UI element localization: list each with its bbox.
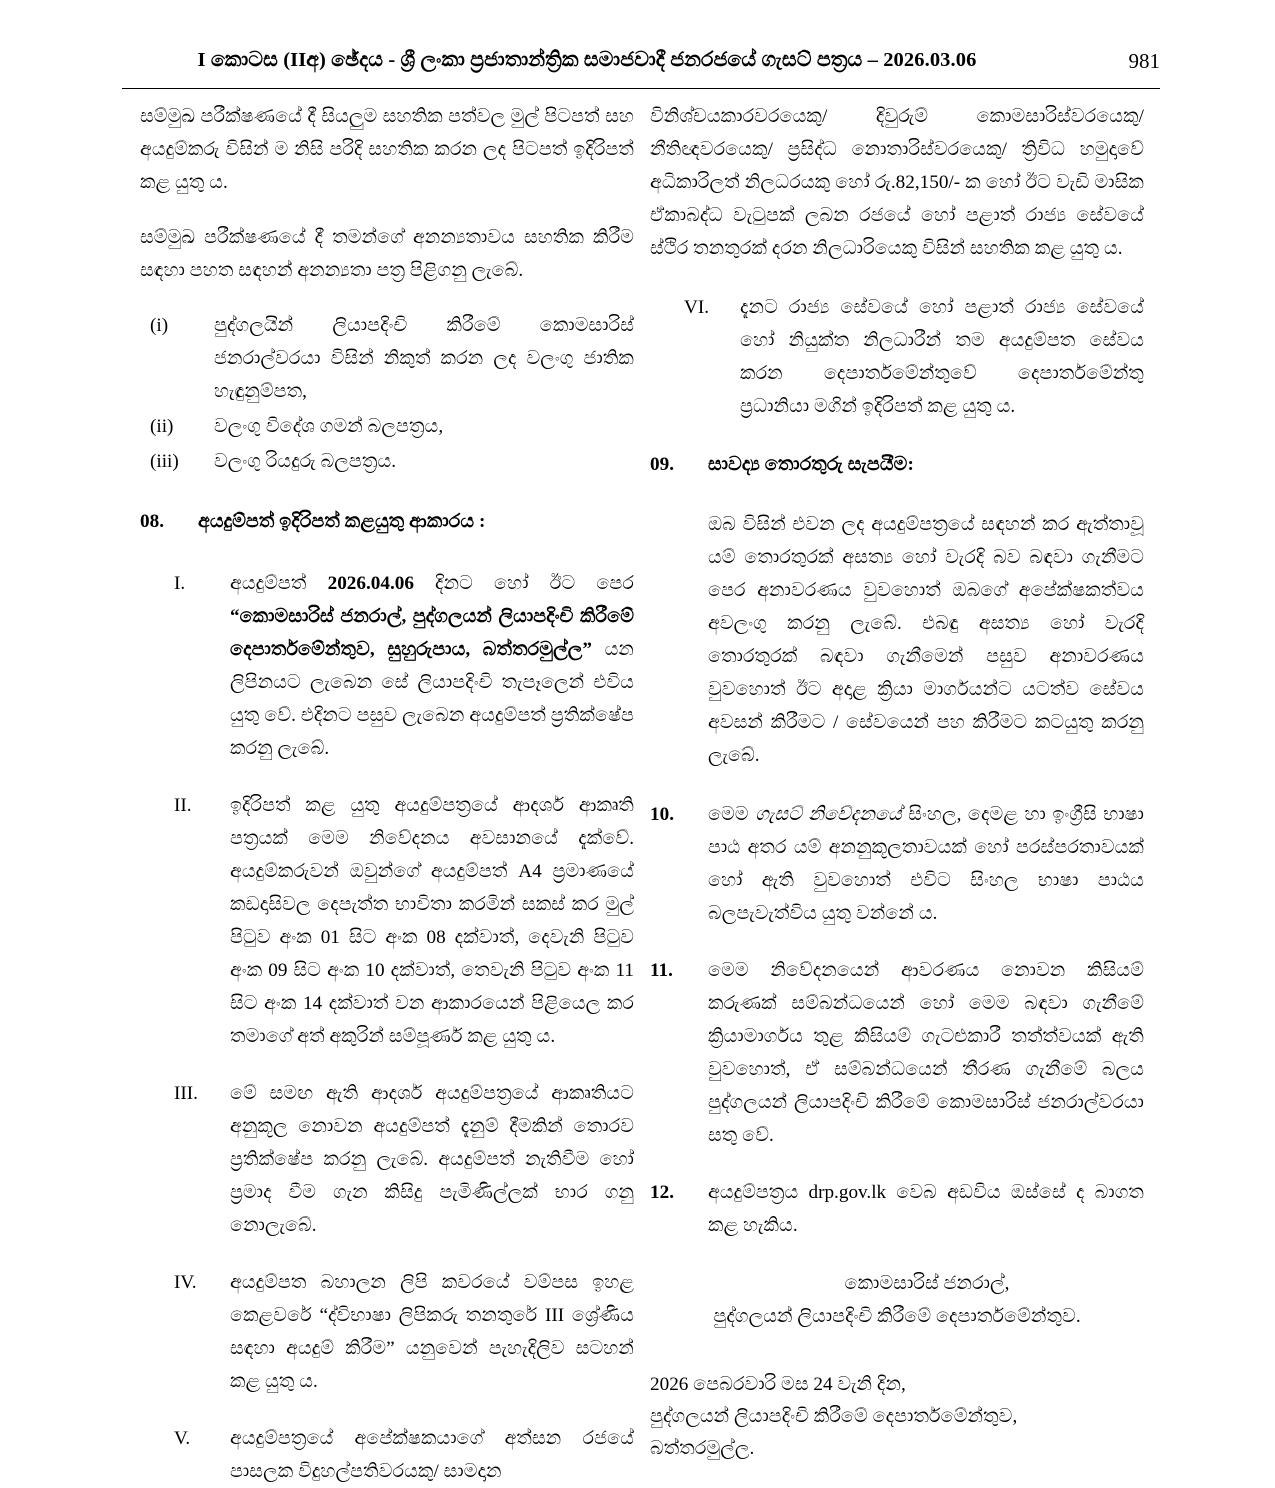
dateline-city: බත්තරමුල්ල. <box>650 1437 755 1459</box>
list-item-text: වලංගු විදේශ ගමන් බලපත්‍රය, <box>214 416 444 438</box>
item-marker: VI. <box>684 297 710 319</box>
page-header <box>122 48 1160 88</box>
item-text: දැනට රාජ්‍ය සේවයේ හෝ පළාත් රාජ්‍ය සේවයේ හෝ නියුක්ත නිලධාරීන් තම අයදුම්පත සේවය කරන දෙපාර්තමේන්තුවේ දෙපාර්තමේන්තු ප්‍රධානියා මගින් ඉදිරිපත් කළ යුතු ය. <box>740 297 1144 418</box>
section-09-number: 09. <box>650 454 674 476</box>
list-marker: (i) <box>150 315 169 337</box>
item-text-tail: යන ලිපිනයට ලැබෙන සේ ලියාපදිංචි තැපෑලෙන් එවිය යුතු වේ. එදිනට පසුව ලැබෙන අයදුම්පත් ප්‍රතික්ෂේප කරනු ලැබේ. <box>230 638 634 759</box>
application-deadline-date: 2026.04.06 <box>327 572 414 594</box>
section-12-text-tail: වෙබ අඩවිය ඔස්සේ ද බාගත කළ හැකිය. <box>708 1182 1144 1237</box>
list-item-text: පුද්ගලයින් ලියාපදිංචි කිරීමේ කොමසාරිස් ජනරාල්වරයා විසින් නිකුත් කරන ලද වලංගු ජාතික හැඳුනුම්පත, <box>214 315 634 403</box>
continuation-paragraph: විනිශ්චයකාරවරයෙකු/ දිවුරුම් කොමසාරිස්වරයෙකු/ නීතිඥවරයෙකු/ ප්‍රසිද්ධ නොතාරිස්වරයෙකු/ ත්‍රිවිධ හමුදාවේ අධිකාරිලත් නිලධරයකු හෝ රු.82,150/- ක හෝ ඊට වැඩි මාසික ඒකාබද්ධ වැටුපක් ලබන රජයේ හෝ පළාත් රාජ්‍ය සේවයේ ස්ථිර තනතුරක් දරන නිලධාරියෙකු විසින් සහතික කළ යුතු ය. <box>650 106 1144 260</box>
item-text-tail: යනුවෙන් පැහැදිලිව සටහන් කළ යුතු ය. <box>230 1338 634 1393</box>
signatory-title: කොමසාරිස් ජනරාල්, <box>844 1273 1010 1295</box>
left-paragraph-1: සම්මුඛ පරීක්ෂණයේ දී සියලුම සහතික පත්වල මුල් පිටපත් සහ අයදුම්කරු විසින් ම නිසි පරිදි සහතික කරන ලද පිටපත් ඉදිරිපත් කළ යුතු ය. <box>140 106 634 194</box>
item-text-after-date: දිනට හෝ ඊට පෙර <box>413 572 634 594</box>
section-09-heading <box>650 449 1144 482</box>
section-10-text-head: මෙම <box>708 803 756 825</box>
list-item <box>140 309 634 408</box>
section-08-item-vi <box>650 291 1144 423</box>
section-08-item-iv <box>140 1266 634 1398</box>
item-marker: III. <box>174 1083 198 1105</box>
section-11-number: 11. <box>650 959 673 981</box>
item-text: අයදුම්පත්‍රයේ අපේක්ෂකයාගේ අත්සන රජයේ පාසලක විදුහල්පතිවරයකු/ සාමදාන <box>230 1428 634 1483</box>
section-08-item-iii <box>140 1077 634 1242</box>
identity-document-list <box>140 309 634 478</box>
section-11 <box>650 954 1144 1152</box>
list-item <box>140 445 634 478</box>
dateline-department: පුද්ගලයන් ලියාපදිංචි කිරීමේ දෙපාර්තමේන්තුව, <box>650 1406 1018 1428</box>
section-08-item-ii <box>140 789 634 1053</box>
section-12-number: 12. <box>650 1182 674 1204</box>
item-marker: II. <box>174 794 192 816</box>
header-title: I කොටස (IIඅ) ඡේදය - ශ්‍රී ලංකා ප්‍රජාතාන්ත්‍රික සමාජවාදී ජනරජයේ ගැසට් පත්‍රය – 2026.03.06 <box>197 49 977 71</box>
dateline-date: 2026 පෙබරවාරි මස 24 වැනි දින, <box>650 1374 906 1396</box>
item-text-head: අයදුම්පත බහාලන ලිපි කවරයේ වම්පස ඉහළ කෙළවරේ <box>230 1272 634 1327</box>
section-08-number: 08. <box>140 511 164 533</box>
section-08-item-i <box>140 567 634 765</box>
signatory-department: පුද්ගලයන් ලියාපදිංචි කිරීමේ දෙපාර්තමේන්තුව. <box>713 1305 1081 1327</box>
item-text: මේ සමඟ ඇති ආදර්ශ අයදුම්පත්‍රයේ ආකෘතියට අනුකූල නොවන අයදුම්පත් දැනුම් දීමකින් තොරව ප්‍රතික්ෂේප කරනු ලැබේ. අයදුම්පත් නැතිවීම හෝ ප්‍රමාද වීම ගැන කිසිදු පැමිණිල්ලක් භාර ගනු නොලැබේ. <box>230 1083 634 1237</box>
list-marker: (ii) <box>150 416 174 438</box>
left-column <box>140 100 634 1488</box>
section-09-body: ඔබ විසින් එවන ලද අයදුම්පත්‍රයේ සඳහන් කර ඇත්තාවූ යම් තොරතුරක් අසත්‍ය හෝ වැරදි බව බඳවා ගැනීමට පෙර අනාවරණය වුවහොත් ඔබගේ අපේක්ෂකත්වය අවලංගු කරනු ලැබේ. එබඳු අසත්‍ය හෝ වැරදි තොරතුරක් බඳවා ගැනීමෙන් පසුව අනාවරණය වුවහොත් ඊට අදාළ ක්‍රියා මාර්ගයන්ට යටත්ව සේවය අවසන් කිරීමට / සේවයෙන් පහ කිරීමට කටයුතු කරනු ලැබේ. <box>708 513 1144 766</box>
postal-address: “කොමසාරිස් ජනරාල්, පුද්ගලයන් ලියාපදිංචි කිරීමේ දෙපාර්තමේන්තුව, සුහුරුපාය, බත්තරමුල්ල” <box>230 605 634 660</box>
section-08-heading <box>140 506 634 539</box>
signature-block <box>650 1268 1144 1333</box>
application-download-website[interactable]: drp.gov.lk <box>808 1182 887 1204</box>
section-11-text: මෙම නිවේදනයෙන් ආවරණය නොවන කිසියම් කරුණක් සම්බන්ධයෙන් හෝ මෙම බඳවා ගැනීමේ ක්‍රියාමාර්ගය තුළ කිසියම් ගැටළුකාරී තත්ත්වයක් ඇති වුවහොත්, ඒ සම්බන්ධයෙන් තීරණ ගැනීමේ බලය පුද්ගලයන් ලියාපදිංචි කිරීමේ කොමසාරිස් ජනරාල්වරයා සතු වේ. <box>708 959 1144 1147</box>
section-08-item-v <box>140 1422 634 1488</box>
section-12 <box>650 1176 1144 1242</box>
list-marker: (iii) <box>150 451 179 473</box>
list-item <box>140 410 634 443</box>
left-paragraph-2: සම්මුඛ පරීක්ෂණයේ දී තමන්ගේ අනන්‍යතාවය සහතික කිරීම සඳහා පහත සඳහන් අනන්‍යතා පත්‍ර පිළිගනු ලැබේ. <box>140 227 634 282</box>
section-08-items <box>140 567 634 1488</box>
item-text-before-date: අයදුම්පත් <box>230 572 328 594</box>
section-10-text-tail: සිංහල, දෙමළ හා ඉංග්‍රීසි භාෂා පාඨ අතර යම් අනනුකූලතාවයක් හෝ පරස්පරතාවයක් හෝ ඇති වුවහොත් එවිට සිංහල භාෂා පාඨය බලපැවැත්විය යුතු වන්නේ ය. <box>708 803 1144 924</box>
item-marker: V. <box>174 1428 191 1450</box>
section-09-title: සාවද්‍ය තොරතුරු සැපයීම: <box>708 454 914 476</box>
section-08-continued <box>650 291 1144 423</box>
section-08-title: අයදුම්පත් ඉදිරිපත් කළයුතු ආකාරය : <box>198 511 486 533</box>
header-divider <box>122 88 1160 89</box>
dateline-block <box>650 1369 1144 1464</box>
page-number: 981 <box>1128 49 1160 73</box>
section-10 <box>650 798 1144 930</box>
item-marker: IV. <box>174 1272 197 1294</box>
list-item-text: වලංගු රියදුරු බලපත්‍රය. <box>214 451 397 473</box>
envelope-endorsement: “ද්විභාෂා ලිපිකරු තනතුරේ III ශ්‍රේණිය සඳහා අයදුම් කිරීම” <box>230 1305 634 1360</box>
right-column <box>650 100 1144 1464</box>
item-text: ඉදිරිපත් කළ යුතු අයදුම්පත්‍රයේ ආදර්ශ ආකෘති පත්‍රයක් මෙම නිවේදනය අවසානයේ දැක්වේ. අයදුම්කරුවන් ඔවුන්ගේ අයදුම්පත් A4 ප්‍රමාණයේ කඩදාසිවල දෙපැත්ත භාවිතා කරමින් සකස් කර මුල් පිටුව අංක 01 සිට අංක 08 දක්වාත්, දෙවැනි පිටුව අංක 09 සිට අංක 10 දක්වාත්, තෙවැනි පිටුව අංක 11 සිට අංක 14 දක්වාත් වන ආකාරයෙන් පිළියෙල කර තමාගේ අත් අකුරින් සම්පූර්ණ කළ යුතු ය. <box>230 794 634 1047</box>
section-12-text-head: අයදුම්පත්‍රය <box>708 1182 809 1204</box>
section-10-number: 10. <box>650 803 674 825</box>
gazette-notice-reference: ගැසට් නිවේදනයේ <box>755 803 902 825</box>
item-marker: I. <box>174 572 186 594</box>
